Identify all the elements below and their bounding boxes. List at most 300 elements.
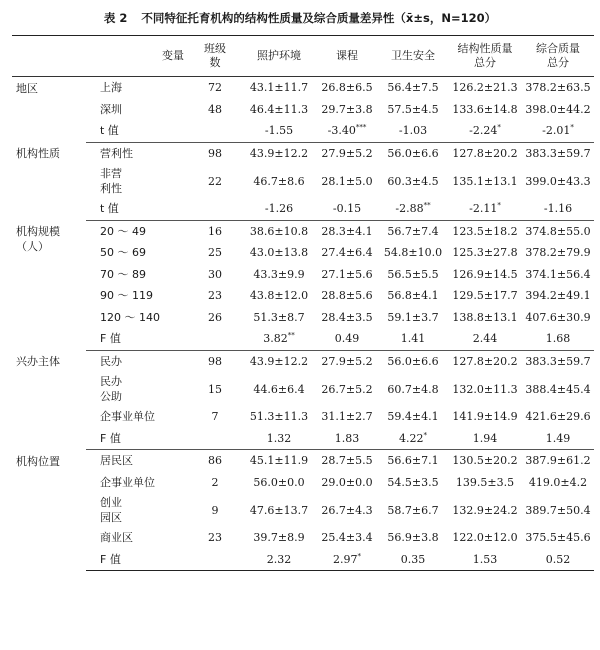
table-title: 不同特征托育机构的结构性质量及综合质量差异性（x̄±s，N=120） [141, 11, 497, 25]
value-cell [448, 428, 522, 450]
value-text: 378.2±63.5 [525, 81, 591, 95]
value-cell [448, 372, 522, 406]
value-cell [242, 99, 316, 121]
value-text: -1.55 [264, 124, 294, 138]
value-cell [242, 198, 316, 220]
value-cell [378, 120, 448, 142]
table-number: 表 2 [103, 11, 128, 25]
value-text: -1.26 [264, 202, 294, 216]
value-cell [522, 307, 594, 329]
value-text: 26.7±4.3 [321, 503, 373, 517]
value-cell [448, 406, 522, 428]
table-row [12, 450, 594, 472]
value-cell [448, 450, 522, 472]
value-text: 28.8±5.6 [321, 289, 373, 303]
value-cell [316, 406, 378, 428]
table-row [12, 220, 594, 242]
value-cell [522, 406, 594, 428]
table-row [12, 472, 594, 494]
value-text: 43.8±12.0 [249, 289, 309, 303]
value-text: 2.97 [333, 552, 358, 566]
value-text: 28.4±3.5 [321, 310, 373, 324]
value-text: -0.15 [332, 202, 362, 216]
value-text: 56.6±7.1 [387, 454, 439, 468]
variable-label: 民办 [100, 354, 122, 368]
value-text: 3.82 [263, 332, 288, 346]
class-count: 30 [208, 267, 222, 281]
variable-label: t 值 [86, 198, 188, 220]
value-text: 29.7±3.8 [321, 102, 373, 116]
variable-label: 企事业单位 [100, 410, 155, 424]
significance-mark: * [497, 123, 501, 132]
value-cell [242, 142, 316, 164]
class-count: 98 [208, 354, 222, 368]
value-text: -1.16 [543, 202, 573, 216]
value-cell [522, 372, 594, 406]
value-text: 387.9±61.2 [525, 454, 591, 468]
variable-label: 营利性 [100, 146, 133, 160]
group-label: 兴办主体 [16, 355, 60, 368]
value-text: 26.8±6.5 [321, 81, 373, 95]
value-text: 47.6±13.7 [249, 503, 309, 517]
value-text: 43.1±11.7 [249, 81, 309, 95]
value-text: 56.7±7.4 [387, 224, 439, 238]
class-count: 98 [208, 146, 222, 160]
value-cell [378, 472, 448, 494]
value-text: 4.22 [399, 431, 424, 445]
value-text: 28.1±5.0 [321, 174, 373, 188]
group-label: 机构位置 [16, 454, 60, 468]
value-cell [522, 142, 594, 164]
value-text: 398.0±44.2 [525, 102, 591, 116]
variable-label: 商业区 [100, 531, 133, 545]
value-text: 0.49 [334, 332, 360, 346]
value-cell [448, 142, 522, 164]
value-text: 46.7±8.6 [253, 174, 305, 188]
value-text: 56.0±0.0 [253, 475, 305, 489]
table-row [12, 264, 594, 286]
value-cell [242, 307, 316, 329]
header-curriculum: 课程 [316, 36, 378, 77]
value-text: 43.9±12.2 [249, 146, 309, 160]
value-text: 46.4±11.3 [249, 102, 309, 116]
value-text: 56.8±4.1 [387, 289, 439, 303]
class-count: 9 [211, 503, 219, 517]
value-text: 130.5±20.2 [452, 454, 518, 468]
variable-label: t 值 [86, 120, 188, 142]
value-cell [522, 350, 594, 372]
value-cell [316, 198, 378, 220]
variable-label: 居民区 [100, 454, 133, 468]
significance-mark: * [570, 123, 574, 132]
variable-label: 120 ～ 140 [100, 310, 160, 324]
value-text: 54.8±10.0 [383, 246, 443, 260]
variable-label: 70 ～ 89 [100, 267, 146, 281]
class-count: 86 [208, 454, 222, 468]
value-cell [378, 198, 448, 220]
value-cell [522, 527, 594, 549]
value-text: 132.9±24.2 [452, 503, 518, 517]
value-cell [378, 142, 448, 164]
value-text: 133.6±14.8 [452, 102, 518, 116]
significance-mark: ** [287, 331, 295, 340]
value-text: 59.4±4.1 [387, 410, 439, 424]
class-count: 25 [208, 246, 222, 260]
header-overall-total: 综合质量 总分 [522, 36, 594, 77]
value-cell [448, 285, 522, 307]
value-text: 25.4±3.4 [321, 531, 373, 545]
class-count: 48 [208, 102, 222, 116]
value-cell [378, 77, 448, 99]
value-text: 389.7±50.4 [525, 503, 591, 517]
value-cell [378, 428, 448, 450]
value-text: 388.4±45.4 [525, 382, 591, 396]
value-text: 374.8±55.0 [525, 224, 591, 238]
value-text: 1.94 [472, 431, 498, 445]
value-text: 139.5±3.5 [455, 475, 515, 489]
value-cell [448, 120, 522, 142]
value-cell [448, 350, 522, 372]
class-count: 16 [208, 224, 222, 238]
table-body [12, 77, 594, 571]
value-cell [378, 264, 448, 286]
table-row [12, 328, 594, 350]
header-care-env: 照护环境 [242, 36, 316, 77]
value-text: 383.3±59.7 [525, 146, 591, 160]
value-cell [242, 120, 316, 142]
value-text: 57.5±4.5 [387, 102, 439, 116]
value-cell [448, 242, 522, 264]
table-row [12, 406, 594, 428]
value-text: 60.3±4.5 [387, 174, 439, 188]
value-text: 27.9±5.2 [321, 146, 373, 160]
value-text: 43.3±9.9 [253, 267, 305, 281]
value-text: 38.6±10.8 [249, 224, 309, 238]
value-cell [378, 242, 448, 264]
value-cell [316, 450, 378, 472]
value-text: 135.1±13.1 [452, 174, 518, 188]
variable-label: 非营 利性 [100, 167, 122, 195]
class-count: 23 [208, 289, 222, 303]
value-cell [316, 350, 378, 372]
table-row [12, 350, 594, 372]
value-cell [316, 220, 378, 242]
value-cell [522, 264, 594, 286]
value-text: -2.11 [469, 202, 498, 216]
value-text: 39.7±8.9 [253, 531, 305, 545]
significance-mark: * [497, 201, 501, 210]
value-text: 58.7±6.7 [387, 503, 439, 517]
table-row [12, 372, 594, 406]
value-text: -2.88 [395, 202, 424, 216]
value-text: 2.44 [472, 332, 498, 346]
table-row [12, 120, 594, 142]
value-cell [242, 450, 316, 472]
value-cell [522, 77, 594, 99]
variable-label: 50 ～ 69 [100, 246, 146, 260]
table-row [12, 285, 594, 307]
value-cell [378, 493, 448, 527]
value-cell [242, 220, 316, 242]
value-cell [448, 264, 522, 286]
table-row [12, 198, 594, 220]
class-count [188, 198, 242, 220]
value-text: 28.7±5.5 [321, 454, 373, 468]
value-text: 141.9±14.9 [452, 410, 518, 424]
value-text: 44.6±6.4 [253, 382, 305, 396]
value-text: 59.1±3.7 [387, 310, 439, 324]
value-text: 45.1±11.9 [249, 454, 309, 468]
value-cell [242, 428, 316, 450]
value-cell [448, 527, 522, 549]
value-cell [522, 164, 594, 198]
value-cell [378, 549, 448, 571]
value-cell [316, 527, 378, 549]
value-cell [448, 328, 522, 350]
value-cell [448, 220, 522, 242]
value-cell [316, 328, 378, 350]
class-count: 2 [211, 475, 219, 489]
value-text: 60.7±4.8 [387, 382, 439, 396]
value-text: 127.8±20.2 [452, 354, 518, 368]
table-caption [0, 10, 600, 26]
value-cell [448, 472, 522, 494]
value-cell [316, 242, 378, 264]
value-cell [522, 450, 594, 472]
value-cell [242, 328, 316, 350]
variable-label: 创业 园区 [100, 496, 122, 524]
value-text: 122.0±12.0 [452, 531, 518, 545]
value-cell [448, 493, 522, 527]
value-text: -2.24 [469, 124, 498, 138]
value-cell [316, 120, 378, 142]
value-cell [378, 406, 448, 428]
value-cell [316, 493, 378, 527]
table-row [12, 307, 594, 329]
class-count [188, 120, 242, 142]
value-text: -2.01 [542, 124, 571, 138]
header-group [12, 36, 86, 77]
significance-mark: ** [423, 201, 431, 210]
value-cell [242, 264, 316, 286]
value-text: 0.35 [400, 552, 426, 566]
value-text: 394.2±49.1 [525, 289, 591, 303]
value-text: 43.9±12.2 [249, 354, 309, 368]
class-count: 72 [208, 81, 222, 95]
value-cell [316, 372, 378, 406]
value-text: 1.49 [545, 431, 571, 445]
variable-label: 90 ～ 119 [100, 289, 153, 303]
value-text: 374.1±56.4 [525, 267, 591, 281]
value-cell [242, 527, 316, 549]
value-text: 375.5±45.6 [525, 531, 591, 545]
variable-label: 深圳 [100, 102, 122, 116]
value-text: 0.52 [545, 552, 571, 566]
value-cell [448, 99, 522, 121]
value-cell [242, 77, 316, 99]
value-cell [316, 428, 378, 450]
significance-mark: * [357, 552, 361, 561]
value-cell [522, 220, 594, 242]
value-cell [448, 307, 522, 329]
variable-label: F 值 [86, 328, 188, 350]
value-cell [448, 77, 522, 99]
value-cell [522, 493, 594, 527]
value-text: 56.9±3.8 [387, 531, 439, 545]
value-text: 56.4±7.5 [387, 81, 439, 95]
value-text: 31.1±2.7 [321, 410, 373, 424]
value-cell [448, 549, 522, 571]
value-cell [522, 428, 594, 450]
value-text: 56.0±6.6 [387, 354, 439, 368]
variable-label: 20 ～ 49 [100, 224, 146, 238]
value-cell [378, 307, 448, 329]
value-text: 125.3±27.8 [452, 246, 518, 260]
value-text: 1.83 [334, 431, 360, 445]
variable-label: 民办 公助 [100, 375, 122, 403]
results-table [12, 35, 594, 571]
value-text: 126.9±14.5 [452, 267, 518, 281]
class-count: 22 [208, 174, 222, 188]
header-health-safety: 卫生安全 [378, 36, 448, 77]
value-cell [378, 99, 448, 121]
value-text: 399.0±43.3 [525, 174, 591, 188]
value-cell [316, 472, 378, 494]
table-row [12, 527, 594, 549]
value-text: -3.40 [327, 124, 356, 138]
value-text: 1.68 [545, 332, 571, 346]
class-count [188, 328, 242, 350]
value-text: 123.5±18.2 [452, 224, 518, 238]
value-cell [522, 285, 594, 307]
value-text: 27.4±6.4 [321, 246, 373, 260]
value-text: 56.5±5.5 [387, 267, 439, 281]
value-cell [448, 164, 522, 198]
value-text: 29.0±0.0 [321, 475, 373, 489]
value-text: 27.1±5.6 [321, 267, 373, 281]
table-row [12, 242, 594, 264]
significance-mark: *** [355, 123, 367, 132]
table-row [12, 428, 594, 450]
group-label: 机构规模 （人） [16, 225, 60, 253]
header-structural-total: 结构性质量 总分 [448, 36, 522, 77]
variable-label: F 值 [86, 428, 188, 450]
value-text: 28.3±4.1 [321, 224, 373, 238]
value-cell [522, 328, 594, 350]
value-cell [242, 472, 316, 494]
value-text: 129.5±17.7 [452, 289, 518, 303]
value-cell [242, 493, 316, 527]
value-cell [242, 242, 316, 264]
table-row [12, 142, 594, 164]
value-text: 132.0±11.3 [452, 382, 518, 396]
value-cell [242, 164, 316, 198]
value-text: 51.3±8.7 [253, 310, 305, 324]
value-cell [522, 242, 594, 264]
value-text: 54.5±3.5 [387, 475, 439, 489]
value-cell [522, 549, 594, 571]
value-text: 1.41 [400, 332, 426, 346]
group-label: 地区 [16, 82, 38, 95]
value-text: 2.32 [266, 552, 292, 566]
class-count: 26 [208, 310, 222, 324]
value-cell [316, 307, 378, 329]
value-cell [316, 77, 378, 99]
group-label: 机构性质 [16, 147, 60, 160]
value-cell [522, 472, 594, 494]
class-count: 23 [208, 531, 222, 545]
value-cell [378, 164, 448, 198]
value-text: -1.03 [398, 124, 428, 138]
variable-label: 企事业单位 [100, 475, 155, 489]
value-cell [522, 120, 594, 142]
header-classes: 班级 数 [188, 36, 242, 77]
value-cell [316, 142, 378, 164]
value-text: 383.3±59.7 [525, 354, 591, 368]
header-row [12, 36, 594, 77]
value-text: 27.9±5.2 [321, 354, 373, 368]
value-text: 1.32 [266, 431, 292, 445]
value-text: 378.2±79.9 [525, 246, 591, 260]
value-cell [378, 372, 448, 406]
variable-label: F 值 [86, 549, 188, 571]
value-cell [522, 99, 594, 121]
value-text: 407.6±30.9 [525, 310, 591, 324]
header-variable: 变量 [86, 36, 188, 77]
significance-mark: * [423, 431, 427, 440]
value-cell [378, 220, 448, 242]
value-cell [448, 198, 522, 220]
value-cell [242, 372, 316, 406]
value-cell [316, 285, 378, 307]
value-text: 51.3±11.3 [249, 410, 309, 424]
value-text: 127.8±20.2 [452, 146, 518, 160]
value-text: 1.53 [472, 552, 498, 566]
value-cell [242, 549, 316, 571]
value-cell [316, 549, 378, 571]
value-cell [316, 264, 378, 286]
variable-label: 上海 [100, 81, 122, 95]
table-row [12, 549, 594, 571]
value-text: 138.8±13.1 [452, 310, 518, 324]
value-cell [242, 406, 316, 428]
value-cell [316, 99, 378, 121]
value-cell [378, 350, 448, 372]
table-row [12, 493, 594, 527]
value-cell [378, 450, 448, 472]
value-cell [378, 527, 448, 549]
class-count [188, 428, 242, 450]
class-count [188, 549, 242, 571]
value-cell [522, 198, 594, 220]
value-text: 26.7±5.2 [321, 382, 373, 396]
value-text: 421.6±29.6 [525, 410, 591, 424]
table-row [12, 77, 594, 99]
table-row [12, 99, 594, 121]
value-cell [378, 285, 448, 307]
table-row [12, 164, 594, 198]
class-count: 7 [211, 410, 219, 424]
value-cell [316, 164, 378, 198]
class-count: 15 [208, 382, 222, 396]
value-cell [242, 285, 316, 307]
value-text: 56.0±6.6 [387, 146, 439, 160]
value-text: 43.0±13.8 [249, 246, 309, 260]
value-text: 419.0±4.2 [528, 475, 588, 489]
value-cell [242, 350, 316, 372]
value-text: 126.2±21.3 [452, 81, 518, 95]
value-cell [378, 328, 448, 350]
